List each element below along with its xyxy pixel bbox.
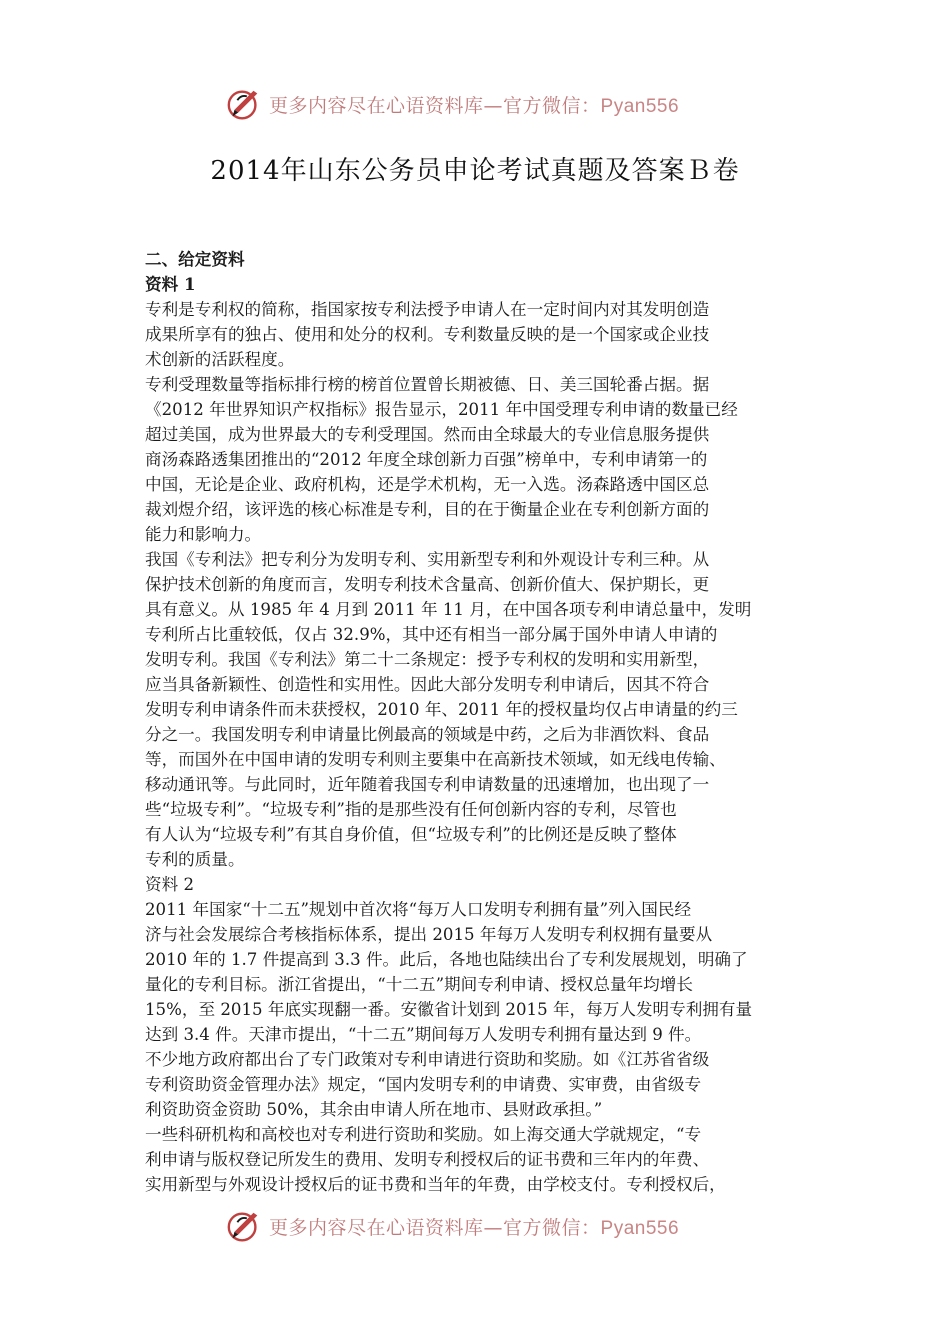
pen-logo-icon xyxy=(225,85,263,123)
text-line: 发明专利。我国《专利法》第二十二条规定：授予专利权的发明和实用新型， xyxy=(145,650,710,669)
text-line: 应当具备新颖性、创造性和实用性。因此大部分发明专利申请后，因其不符合 xyxy=(145,675,710,694)
text-line: 实用新型与外观设计授权后的证书费和当年的年费，由学校支付。专利授权后， xyxy=(145,1175,726,1194)
text-line: 保护技术创新的角度而言，发明专利技术含量高、创新价值大、保护期长，更 xyxy=(145,575,710,594)
text-line: 发明专利申请条件而未获授权，2010 年、2011 年的授权量均仅占申请量的约三 xyxy=(145,700,738,719)
text-line: 专利资助资金管理办法》规定，“国内发明专利的申请费、实审费，由省级专 xyxy=(145,1075,702,1094)
material-1-text xyxy=(145,297,810,872)
text-line: 《2012 年世界知识产权指标》报告显示，2011 年中国受理专利申请的数量已经 xyxy=(145,400,738,419)
text-line: 裁刘煜介绍，该评选的核心标准是专利，目的在于衡量企业在专利创新方面的 xyxy=(145,500,710,519)
text-line: 专利受理数量等指标排行榜的榜首位置曾长期被德、日、美三国轮番占据。据 xyxy=(145,375,710,394)
banner-wechat-id: Pyan556 xyxy=(600,95,680,117)
text-line: 量化的专利目标。浙江省提出，“十二五”期间专利申请、授权总量年均增长 xyxy=(145,975,693,994)
material-2-text xyxy=(145,897,810,1197)
text-line: 些“垃圾专利”。“垃圾专利”指的是那些没有任何创新内容的专利，尽管也 xyxy=(145,800,677,819)
text-line: 能力和影响力。 xyxy=(145,525,262,544)
banner-text: 更多内容尽在心语资料库—官方微信： xyxy=(269,94,601,117)
document-body xyxy=(145,247,810,1197)
text-line: 达到 3.4 件。天津市提出，“十二五”期间每万人发明专利拥有量达到 9 件。 xyxy=(145,1025,702,1044)
footer-watermark-banner xyxy=(225,1206,725,1246)
banner-wechat-id: Pyan556 xyxy=(600,1217,680,1239)
banner-text: 更多内容尽在心语资料库—官方微信： xyxy=(269,1216,601,1239)
text-line: 利资助资金资助 50%，其余由申请人所在地市、县财政承担。” xyxy=(145,1100,603,1119)
text-line: 术创新的活跃程度。 xyxy=(145,350,295,369)
pen-logo-icon xyxy=(225,1207,263,1245)
text-line: 成果所享有的独占、使用和处分的权利。专利数量反映的是一个国家或企业技 xyxy=(145,325,710,344)
text-line: 超过美国，成为世界最大的专利受理国。然而由全球最大的专业信息服务提供 xyxy=(145,425,710,444)
text-line: 不少地方政府都出台了专门政策对专利申请进行资助和奖励。如《江苏省省级 xyxy=(145,1050,710,1069)
text-line: 15%，至 2015 年底实现翻一番。安徽省计划到 2015 年，每万人发明专利拥有量 xyxy=(145,1000,753,1019)
material-1-heading: 资料 1 xyxy=(145,274,196,294)
page-title: 2014年山东公务员申论考试真题及答案Ｂ卷 xyxy=(210,156,740,186)
text-line: 济与社会发展综合考核指标体系，提出 2015 年每万人发明专利权拥有量要从 xyxy=(145,925,713,944)
text-line: 中国，无论是企业、政府机构，还是学术机构，无一入选。汤森路透中国区总 xyxy=(145,475,710,494)
text-line: 分之一。我国发明专利申请量比例最高的领域是中药，之后为非酒饮料、食品 xyxy=(145,725,710,744)
text-line: 有人认为“垃圾专利”有其自身价值，但“垃圾专利”的比例还是反映了整体 xyxy=(145,825,677,844)
material-2-heading: 资料 2 xyxy=(145,875,195,894)
text-line: 等，而国外在中国申请的发明专利则主要集中在高新技术领域，如无线电传输、 xyxy=(145,750,726,769)
section-heading: 二、给定资料 xyxy=(145,249,245,269)
text-line: 具有意义。从 1985 年 4 月到 2011 年 11 月，在中国各项专利申请总量中，发明 xyxy=(145,600,752,619)
text-line: 商汤森路透集团推出的“2012 年度全球创新力百强”榜单中，专利申请第一的 xyxy=(145,450,708,469)
text-line: 专利的质量。 xyxy=(145,850,245,869)
text-line: 2010 年的 1.7 件提高到 3.3 件。此后，各地也陆续出台了专利发展规划，明确了 xyxy=(145,950,748,969)
text-line: 专利是专利权的简称，指国家按专利法授予申请人在一定时间内对其发明创造 xyxy=(145,300,710,319)
text-line: 移动通讯等。与此同时，近年随着我国专利申请数量的迅速增加，也出现了一 xyxy=(145,775,710,794)
text-line: 一些科研机构和高校也对专利进行资助和奖励。如上海交通大学就规定，“专 xyxy=(145,1125,702,1144)
text-line: 利申请与版权登记所发生的费用、发明专利授权后的证书费和三年内的年费、 xyxy=(145,1150,710,1169)
text-line: 专利所占比重较低，仅占 32.9%，其中还有相当一部分属于国外申请人申请的 xyxy=(145,625,718,644)
text-line: 2011 年国家“十二五”规划中首次将“每万人口发明专利拥有量”列入国民经 xyxy=(145,900,692,919)
text-line: 我国《专利法》把专利分为发明专利、实用新型专利和外观设计专利三种。从 xyxy=(145,550,710,569)
header-watermark-banner xyxy=(225,84,725,124)
